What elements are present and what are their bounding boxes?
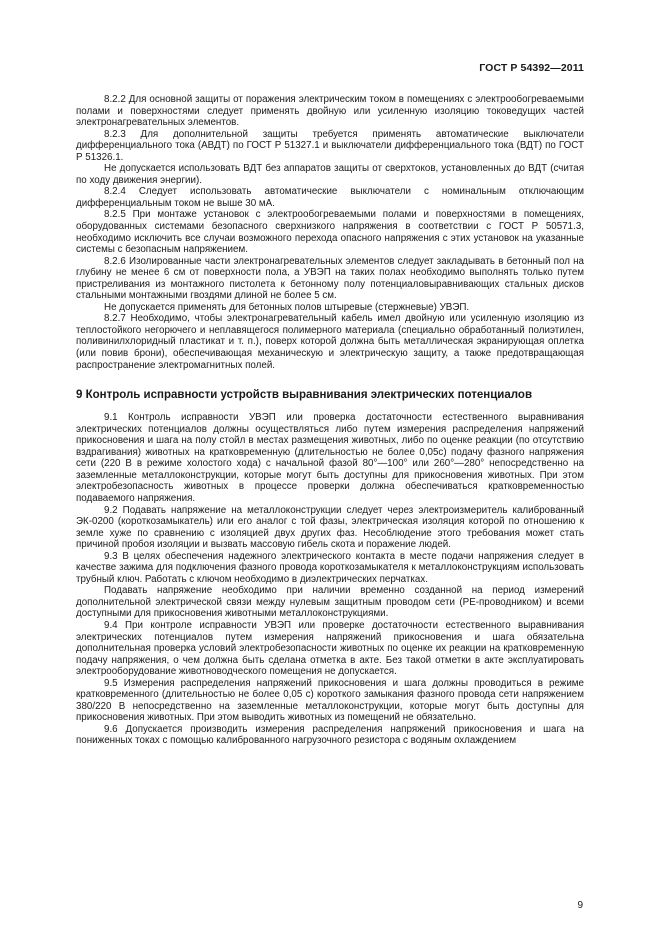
section-heading: 9 Контроль исправности устройств выравнивания электрических потенциалов	[76, 389, 533, 402]
page-number: 9	[577, 900, 583, 911]
paragraph-8-2-5: 8.2.5 При монтаже установок с электрообогреваемыми полами и поверхностями в помещениях, оборудованных системами безопасного сверхнизкого напряжения в соответствии с ГОСТ Р 50571.3, необходимо исключить все случаи возможного перехода опасного напряжения с этих установок на указанные системы с безопасным напряжением.	[76, 209, 584, 256]
paragraph-8-2-4: 8.2.4 Следует использовать автоматические выключатели с номинальным отключающим дифференциальным током не выше 30 мА.	[76, 186, 584, 209]
paragraph-8-2-2: 8.2.2 Для основной защиты от поражения электрическим током в помещениях с электрообогреваемыми полами и поверхностями следует применять двойную или усиленную изоляцию токоведущих частей электронагревательных элементов.	[76, 94, 584, 129]
paragraph-9-4: 9.4 При контроле исправности УВЭП или проверке достаточности естественного выравнивания электрических потенциалов путем измерения напряжений прикосновения и шага обязательна дополнительная проверка условий электробезопасности животных по оценке их реакции на кратковременную подачу напряжения, о чем должна быть сделана отметка в акте. Без такой отметки в акте эксплуатировать электрооборудование животноводческого помещения не допускается.	[76, 619, 584, 678]
paragraph-9-2: 9.2 Подавать напряжение на металлоконструкции следует через электроизмеритель калиброванный ЭК-0200 (короткозамыкатель) или его аналог с той фазы, электрическая изоляция которой по отношению к земле хуже по сравнению с изоляцией двух других фаз. Несоблюдение этого требования может стать причиной пробоя изоляции и вызвать массовую гибель скота и поражение людей.	[76, 504, 584, 551]
standard-header: ГОСТ Р 54392—2011	[479, 62, 584, 74]
paragraph-9-3: 9.3 В целях обеспечения надежного электрического контакта в месте подачи напряжения следует в качестве зажима для подключения фазного провода короткозамыкателя к металлоконструкциям использовать трубный ключ. Работать с ключом необходимо в диэлектрических перчатках.	[76, 550, 584, 585]
paragraph-8-2-7: 8.2.7 Необходимо, чтобы электронагревательный кабель имел двойную или усиленную изоляцию из теплостойкого негорючего и неплавящегося полимерного материала (специально обработанный полиэтилен, поливинилхлоридный пластикат и т. п.), поверх которой должна быть металлическая экранирующая оплетка (или повив брони), обеспечивающая механическую и электрическую защиту, а также предотвращающая распространение электромагнитных полей.	[76, 313, 584, 371]
paragraph-concrete-note: Не допускается применять для бетонных полов штыревые (стержневые) УВЭП.	[104, 301, 470, 313]
page-body	[76, 94, 584, 747]
paragraph-8-2-3: 8.2.3 Для дополнительной защиты требуется применять автоматические выключатели дифференциального тока (АВДТ) по ГОСТ Р 51327.1 и выключатели дифференциального тока (ВДТ) по ГОСТ Р 51326.1.	[76, 128, 584, 163]
paragraph-9-3-voltage: Подавать напряжение необходимо при наличии временно созданной на период измерений дополнительной электрической связи между нулевым защитным проводом сети (PE-проводником) и всеми доступными для прикосновения животными металлоконструкциями.	[76, 585, 584, 620]
paragraph-9-1: 9.1 Контроль исправности УВЭП или проверка достаточности естественного выравнивания электрических потенциалов должны осуществляться либо путем измерения распределения напряжений прикосновения и шага на полу стойл в местах размещения животных, либо по оценке реакции (по отсутствию вздрагивания) животных на кратковременную (длительностью не более 0,05с) подачу фазного напряжения сети (220 В в режиме холостого хода) с начальной фазой 80°—100° или 260°—280° непосредственно на заземленные металлоконструкции, которые могут быть доступны для прикосновения животных. При этом электробезопасность животных в процессе проверки должна обеспечиваться кратковременностью подаваемого напряжения.	[76, 412, 584, 504]
paragraph-vdt-note: Не допускается использовать ВДТ без аппаратов защиты от сверхтоков, установленных до ВДТ (считая по ходу движения энергии).	[76, 163, 584, 186]
paragraph-8-2-6: 8.2.6 Изолированные части электронагревательных элементов следует закладывать в бетонный пол на глубину не менее 6 см от поверхности пола, а УВЭП на таких полах необходимо выполнять только путем пристреливания из монтажного пистолета к бетонному полу потенциаловыравнивающих стальных дисков стальными монтажными гвоздями длиной не более 5 см.	[76, 255, 584, 302]
paragraph-9-6: 9.6 Допускается производить измерения распределения напряжений прикосновения и шага на пониженных токах с помощью калиброванного нагрузочного резистора с водяным охлаждением	[76, 723, 584, 747]
paragraph-9-5: 9.5 Измерения распределения напряжений прикосновения и шага должны проводиться в режиме кратковременного (длительностью не более 0,05 с) короткого замыкания фазного провода сети напряжением 380/220 В непосредственно на заземленные металлоконструкции, которые могут быть доступны для прикосновения животных. При этом выводить животных из помещений не обязательно.	[76, 677, 584, 724]
